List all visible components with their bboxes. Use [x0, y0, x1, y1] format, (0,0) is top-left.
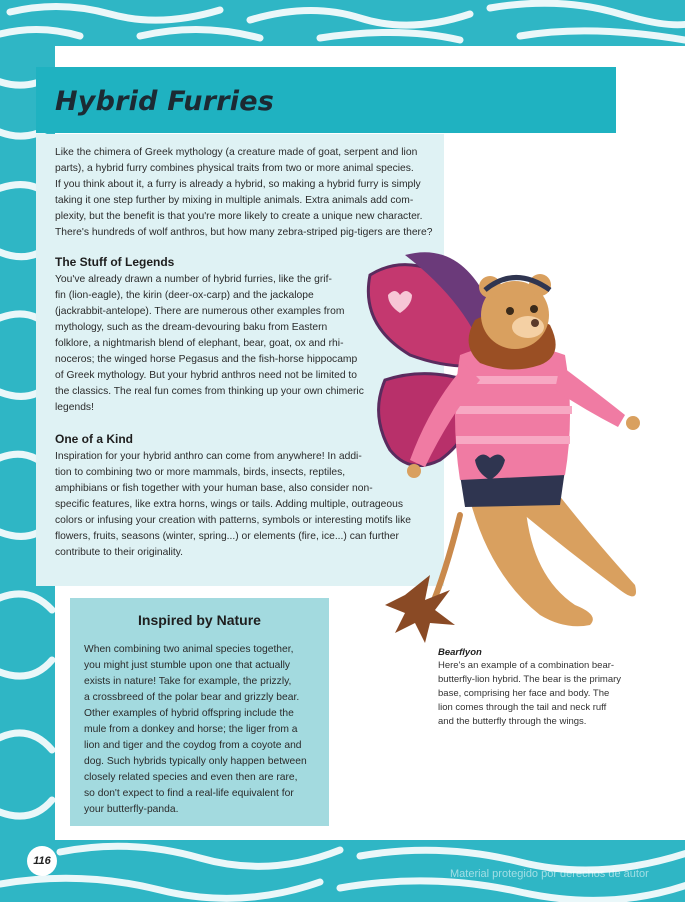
- paragraph-line: noceros; the winged horse Pegasus and the fish-horse hippocamp: [55, 354, 358, 365]
- paragraph-line: amphibians or fish together with your human base, also consider non-: [55, 483, 373, 494]
- paragraph-line: the classics. The real fun comes from thinking up your own chimeric: [55, 386, 364, 397]
- sidebar-line: closely related species and even then are rare,: [84, 772, 298, 783]
- section-heading-one-of-a-kind: One of a Kind: [55, 432, 133, 446]
- sidebar-line: Other examples of hybrid offspring include the: [84, 708, 294, 719]
- intro-line: taking it one step further by mixing in multiple animals. Extra animals add com-: [55, 195, 414, 206]
- sidebar-line: you might just stumble upon one that actually: [84, 660, 291, 671]
- section-heading-legends: The Stuff of Legends: [55, 255, 175, 269]
- paragraph-line: mythology, such as the dream-devouring baku from Eastern: [55, 322, 328, 333]
- sidebar-line: exists in nature! Take for example, the prizzly,: [84, 676, 292, 687]
- sidebar-line: a crossbreed of the polar bear and grizzly bear.: [84, 692, 300, 703]
- paragraph-line: Inspiration for your hybrid anthro can come from anywhere! In addi-: [55, 451, 362, 462]
- tail-tuft-icon: [385, 575, 455, 643]
- sidebar-line: When combining two animal species together,: [84, 644, 294, 655]
- paragraph-line: You've already drawn a number of hybrid furries, like the grif-: [55, 274, 332, 285]
- sidebar-line: mule from a donkey and horse; the liger from a: [84, 724, 298, 735]
- sidebar-line: dog. Such hybrids typically only happen between: [84, 756, 307, 767]
- paragraph-line: (jackrabbit-antelope). There are numerous other examples from: [55, 306, 345, 317]
- paragraph-line: folklore, a nightmarish blend of elephant, bear, goat, ox and rhi-: [55, 338, 344, 349]
- paragraph-line: fin (lion-eagle), the kirin (deer-ox-carp) and the jackalope: [55, 290, 314, 301]
- intro-line: plexity, but the benefit is that you're more likely to create a unique new character.: [55, 211, 423, 222]
- intro-line: There's hundreds of wolf anthros, but how many zebra-striped pig-tigers are there?: [55, 227, 433, 238]
- sidebar-line: so don't expect to find a real-life equivalent for: [84, 788, 294, 799]
- intro-line: If you think about it, a furry is already a hybrid, so making a hybrid furry is simply: [55, 179, 421, 190]
- paragraph-line: colors or infusing your creation with patterns, symbols or interesting motifs like: [55, 515, 411, 526]
- paragraph-line: flowers, fruits, seasons (winter, spring...) or elements (fire, ice...) can further: [55, 531, 399, 542]
- paragraph-line: specific features, like extra horns, wings or tails. Adding multiple, outrageous: [55, 499, 403, 510]
- caption-title: Bearflyon: [438, 647, 482, 658]
- watermark: Material protegido por derechos de autor: [450, 868, 649, 880]
- sidebar-line: your butterfly-panda.: [84, 804, 179, 815]
- paragraph-line: tion to combining two or more mammals, birds, insects, reptiles,: [55, 467, 346, 478]
- paragraph-line: legends!: [55, 402, 94, 413]
- intro-line: Like the chimera of Greek mythology (a creature made of goat, serpent and lion: [55, 147, 418, 158]
- sidebar-heading: Inspired by Nature: [138, 612, 261, 628]
- page-title: Hybrid Furries: [55, 86, 274, 117]
- caption-text: Here's an example of a combination bear-butterfly-lion hybrid. The bear is the primary base, comprising her face and body. The lion comes through the tail and neck ruff and the butterfly through the wings.: [438, 660, 622, 727]
- paragraph-line: of Greek mythology. But your hybrid anthros need not be limited to: [55, 370, 358, 381]
- paragraph-line: contribute to their originality.: [55, 547, 184, 558]
- bearflyon-illustration: [350, 245, 640, 645]
- intro-line: parts), a hybrid furry combines physical traits from two or more animal species.: [55, 163, 414, 174]
- page-number: 116: [27, 846, 57, 876]
- sidebar-line: lion and tiger and the coydog from a coyote and: [84, 740, 302, 751]
